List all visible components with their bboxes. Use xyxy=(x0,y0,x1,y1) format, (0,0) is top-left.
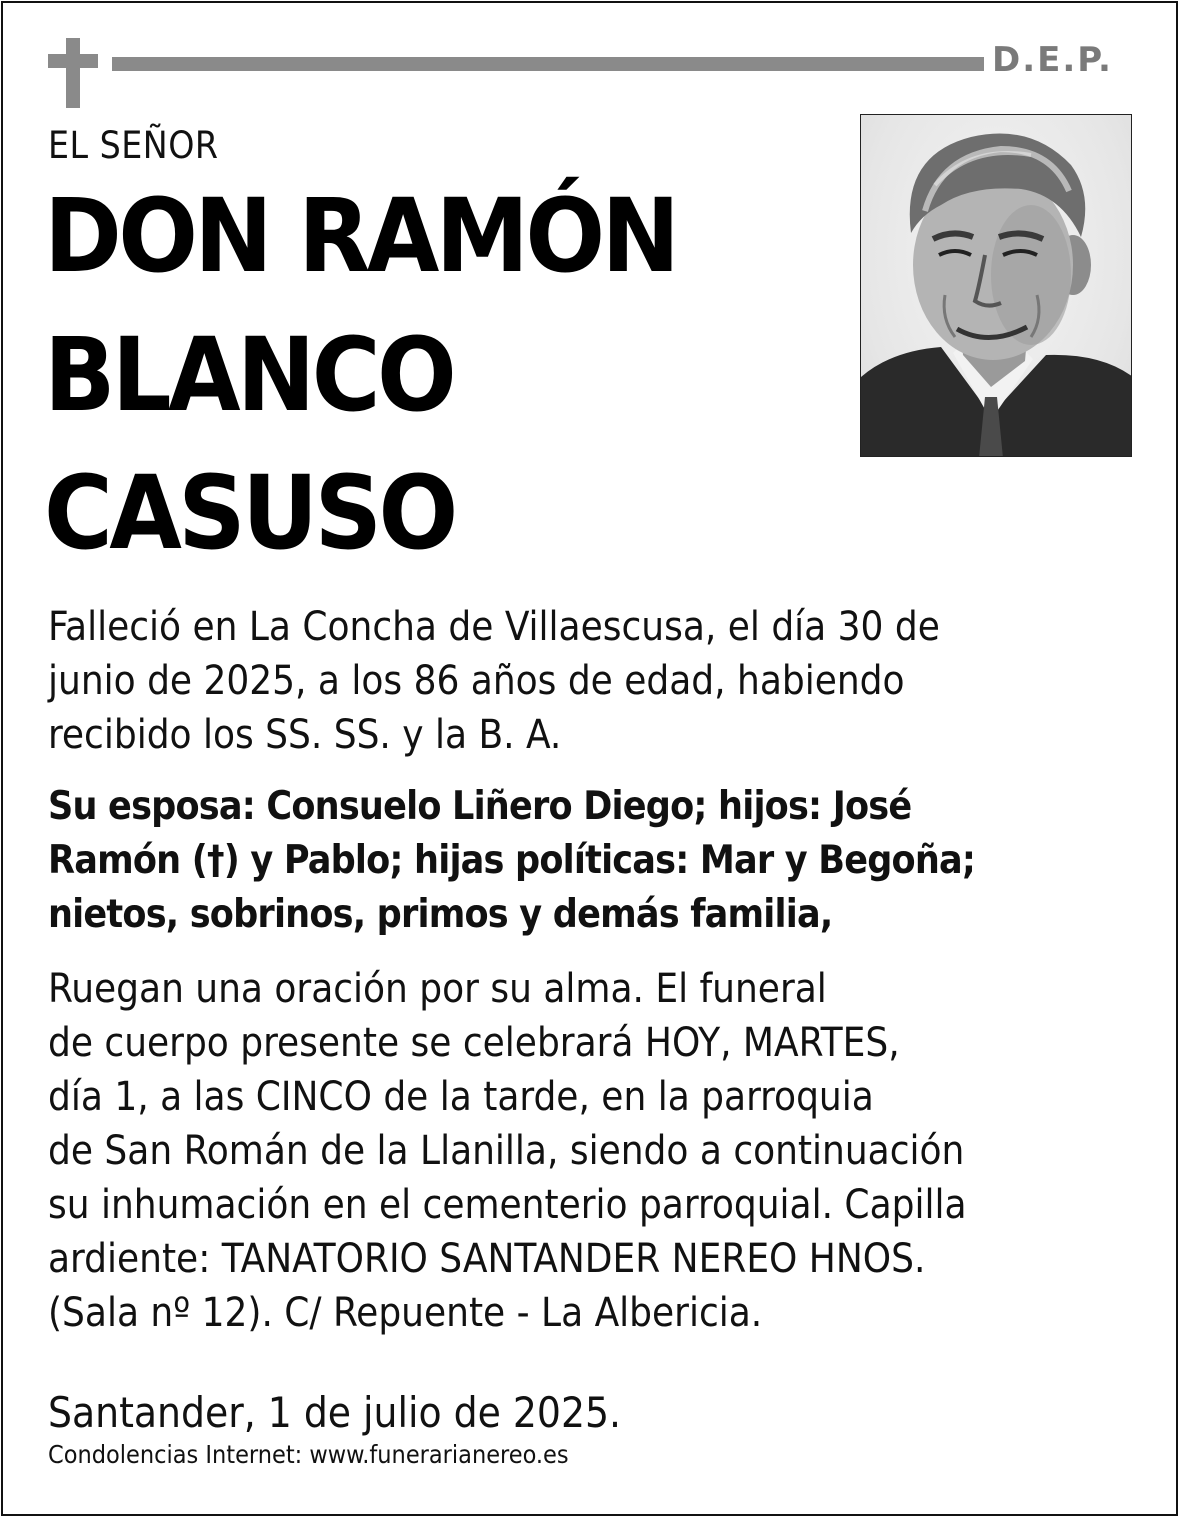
family-line: Su esposa: Consuelo Liñero Diego; hijos: José xyxy=(48,784,912,829)
dep-label: D.E.P. xyxy=(992,40,1113,80)
death-line: recibido los SS. SS. y la B. A. xyxy=(48,712,562,758)
funeral-line: de San Román de la Llanilla, siendo a continuación xyxy=(48,1128,965,1174)
death-paragraph xyxy=(48,600,940,762)
name-line-3: CASUSO xyxy=(44,454,455,573)
funeral-line: ardiente: TANATORIO SANTANDER NEREO HNOS. xyxy=(48,1236,926,1282)
cross-icon-arm xyxy=(48,54,98,68)
funeral-line: día 1, a las CINCO de la tarde, en la parroquia xyxy=(48,1074,874,1120)
place-date: Santander, 1 de julio de 2025. xyxy=(48,1388,622,1437)
portrait-photo xyxy=(860,114,1132,457)
condolences-link-text: Condolencias Internet: www.funerarianereo.es xyxy=(48,1440,569,1469)
funeral-line: (Sala nº 12). C/ Repuente - La Albericia. xyxy=(48,1290,763,1336)
family-line: Ramón (†) y Pablo; hijas políticas: Mar y Begoña; xyxy=(48,838,976,883)
family-paragraph xyxy=(48,780,975,942)
funeral-line: Ruegan una oración por su alma. El funeral xyxy=(48,966,827,1012)
family-line: nietos, sobrinos, primos y demás familia, xyxy=(48,892,833,937)
cross-icon xyxy=(66,38,80,108)
funeral-paragraph xyxy=(48,962,967,1340)
honorific: EL SEÑOR xyxy=(48,124,219,167)
portrait-illustration xyxy=(861,115,1132,457)
name-line-2: BLANCO xyxy=(44,316,454,435)
funeral-line: de cuerpo presente se celebrará HOY, MARTES, xyxy=(48,1020,900,1066)
header-rule xyxy=(112,57,984,71)
death-line: Falleció en La Concha de Villaescusa, el día 30 de xyxy=(48,604,940,650)
death-line: junio de 2025, a los 86 años de edad, habiendo xyxy=(48,658,905,704)
name-line-1: DON RAMÓN xyxy=(44,177,677,296)
funeral-line: su inhumación en el cementerio parroquial. Capilla xyxy=(48,1182,967,1228)
